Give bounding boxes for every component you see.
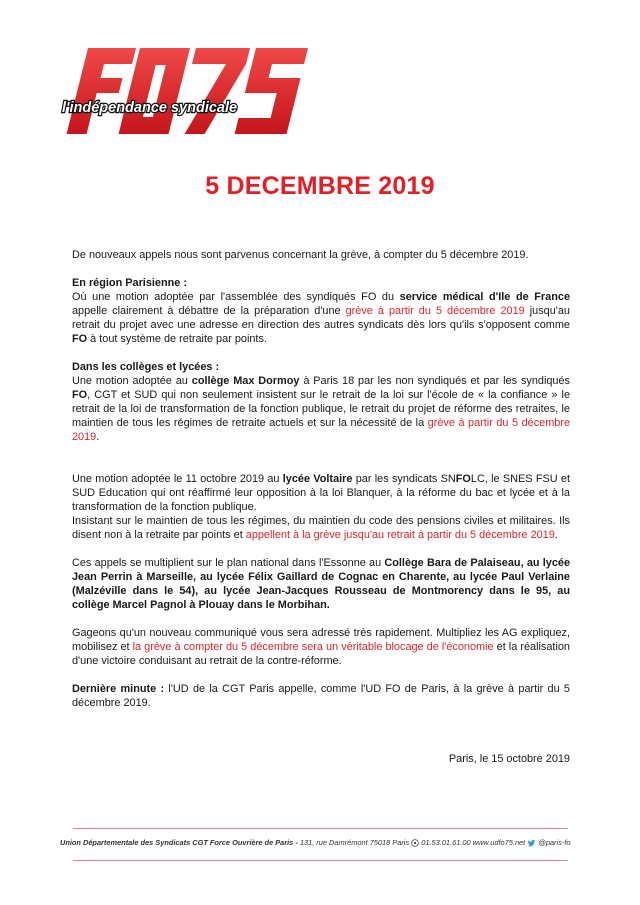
footer-divider-bottom — [73, 860, 568, 861]
footer-org: Union Départementale des Syndicats CGT Force Ouvrière de Paris - — [60, 838, 298, 847]
intro-paragraph: De nouveaux appels nous sont parvenus concernant la grève, à compter du 5 décembre 2019. — [72, 249, 529, 261]
logo-tagline: l'indépendance syndicale — [62, 100, 238, 116]
paragraph-region-parisienne: Où une motion adoptée par l'assemblée des syndiqués FO du service médical d'Ile de France appelle clairement à débattre de la préparation d'une grève à partir du 5 décembre 2019 jusqu'au retrait du projet avec une adresse en direction des autres syndicats dès lors qu'ils s'opposent comme FO à tout système de retraite par points. — [72, 291, 570, 345]
footer-twitter[interactable]: @paris-fo — [536, 838, 571, 847]
page-title: 5 DECEMBRE 2019 — [205, 172, 435, 200]
footer-divider — [73, 828, 568, 829]
paragraph-colleges: Une motion adoptée au collège Max Dormoy à Paris 18 par les non syndiqués et par les syndiqués FO, CGT et SUD qui non seulement insistent sur le retrait de la loi sur l'école de « la confiance » le retrait de la loi de transformation de la fonction publique, le retrait du projet de réforme des retraites, le maintien de tous les régimes de retraite actuels et sur la nécessité de la grève à partir du 5 décembre 2019. — [72, 375, 571, 443]
signature-date: Paris, le 15 octobre 2019 — [448, 753, 570, 765]
paragraph-gageons: Gageons qu'un nouveau communiqué vous sera adressé très rapidement. Multipliez les AG expliquez, mobilisez et la grève à compter du 5 décembre sera un véritable blocage de l'économie et la réalisation d'une victoire conduisant au retrait de la contre-réforme. — [72, 627, 570, 667]
paragraph-derniere-minute: Dernière minute : l'UD de la CGT Paris appelle, comme l'UD FO de Paris, à la grève à partir du 5 décembre 2019. — [72, 683, 570, 709]
footer-address: 131, rue Damrémont 75018 Paris — [297, 838, 412, 847]
footer — [60, 838, 600, 847]
footer-website[interactable]: www.udfo75.net — [470, 838, 528, 847]
section-heading: Dans les collèges et lycées : — [72, 361, 220, 373]
twitter-icon — [527, 840, 536, 847]
footer-phone: 01.53.01.61.00 — [419, 838, 471, 847]
paragraph-insistant: Insistant sur le maintien de tous les régimes, du maintien du code des pensions civiles et militaires. Ils disent non à la retraite par points et appellent à la grève jusqu'au retrait à partir du 5 décembre 2019. — [72, 515, 570, 541]
phone-icon — [411, 839, 419, 847]
document-body — [72, 248, 570, 766]
section-heading: En région Parisienne : — [72, 277, 187, 289]
paragraph-voltaire: Une motion adoptée le 11 octobre 2019 au lycée Voltaire par les syndicats SNFOLC, le SNES FSU et SUD Education qui ont réaffirmé leur opposition à la loi Blanquer, à la réforme du bac et lycée et à la transformation de la fonction publique. — [72, 473, 570, 513]
paragraph-national: Ces appels se multiplient sur le plan national dans l'Essonne au Collège Bara de Palaiseau, au lycée Jean Perrin à Marseille, au lycée Félix Gaillard de Cognac en Charente, au lycée Paul Verlaine (Malzéville dans le 54), au lycée Jean-Jacques Rousseau de Montmorency dans le 95, au collège Marcel Pagnol à Plouay dans le Morbihan. — [72, 557, 570, 611]
fo75-logo — [58, 40, 308, 150]
